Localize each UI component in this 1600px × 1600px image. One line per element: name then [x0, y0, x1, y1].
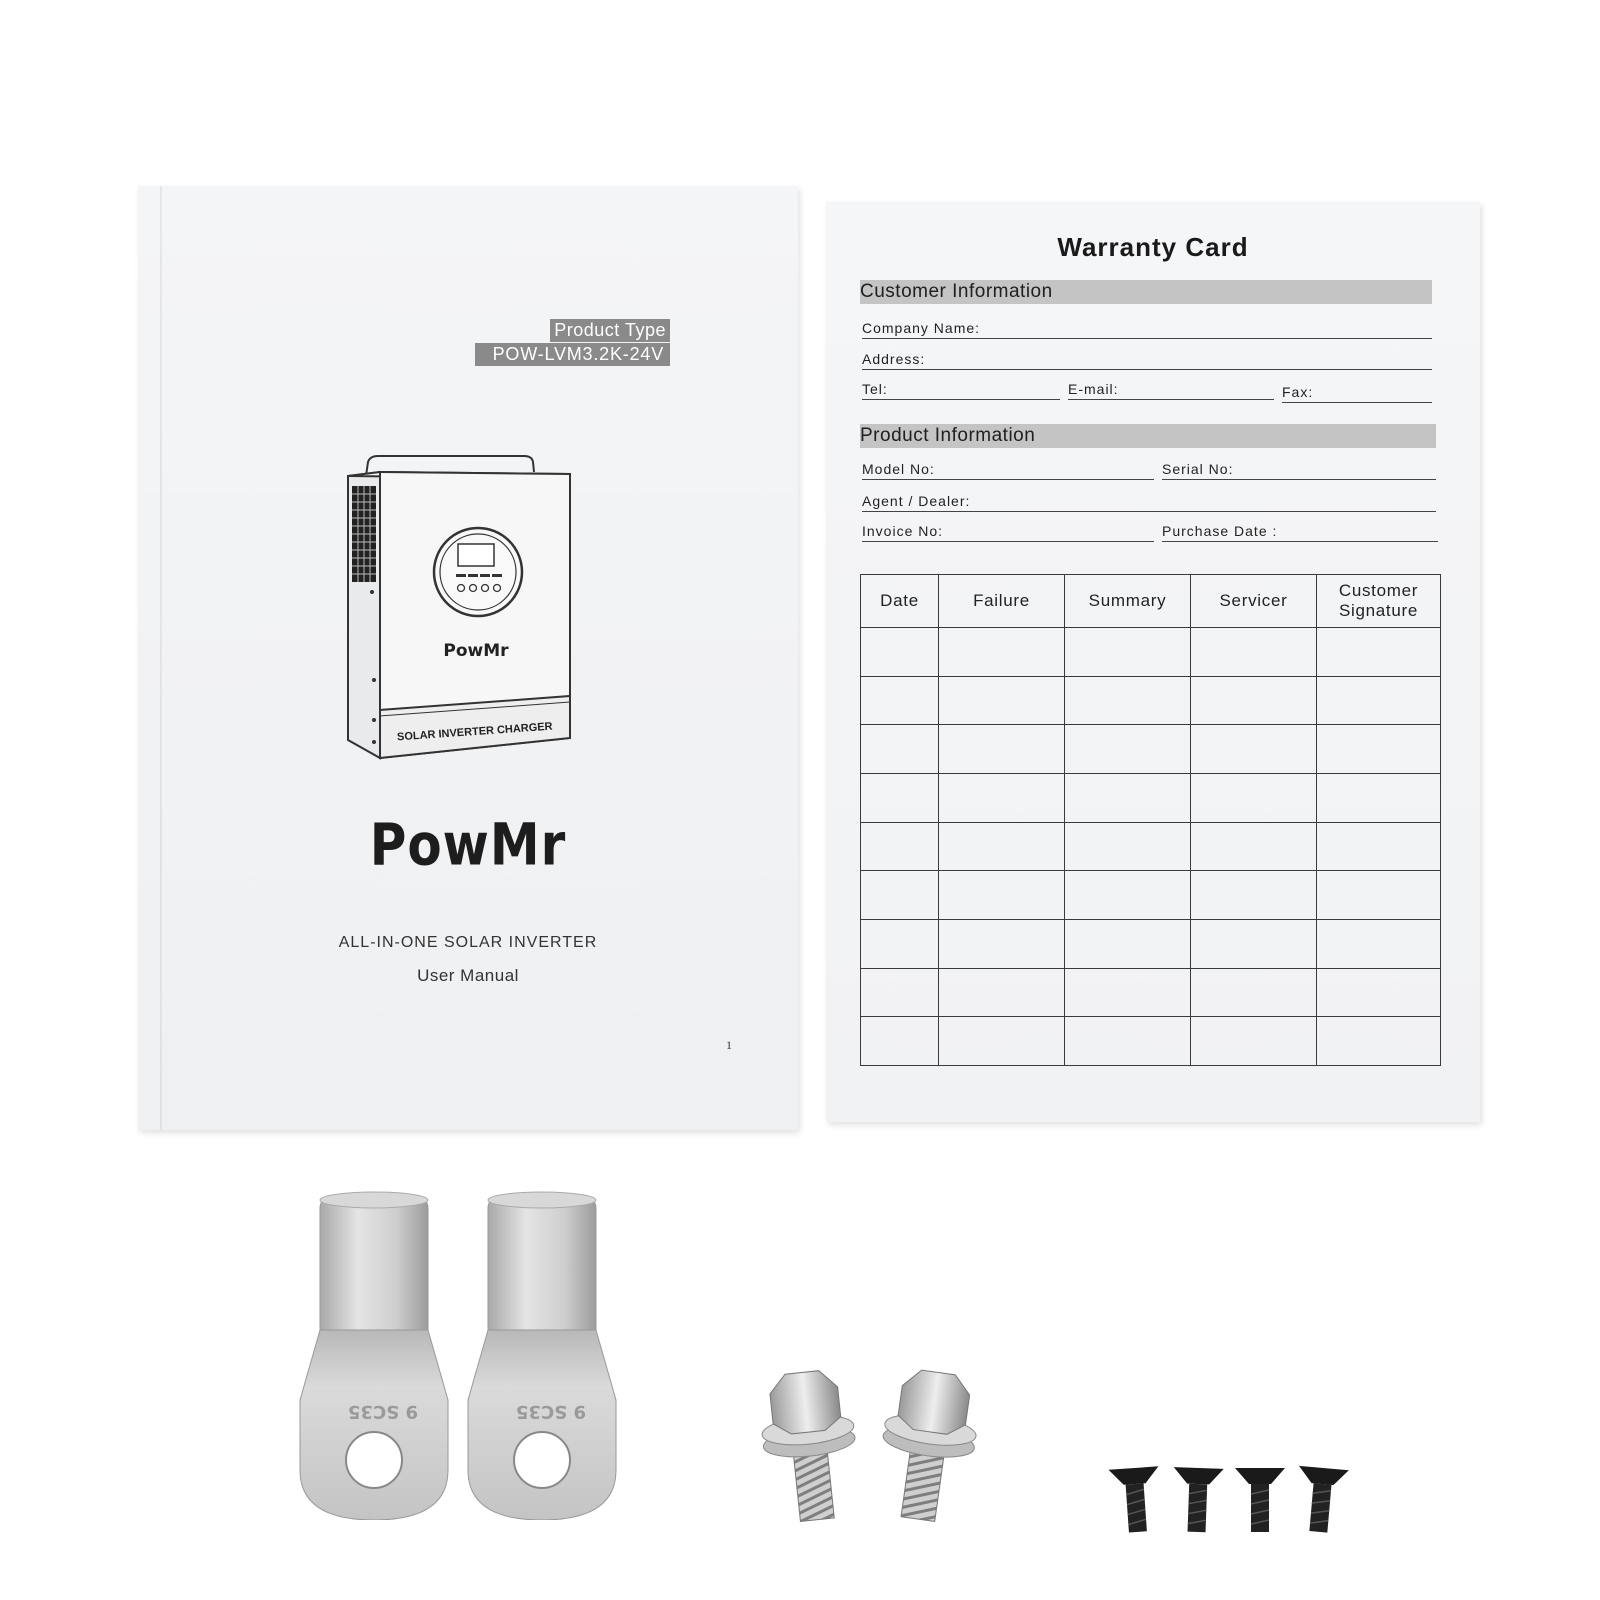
table-cell — [1065, 822, 1191, 871]
table-cell — [1065, 725, 1191, 774]
table-cell — [861, 871, 939, 920]
agent-dealer-label: Agent / Dealer: — [862, 493, 971, 509]
table-cell — [861, 676, 939, 725]
table-cell — [1065, 871, 1191, 920]
table-row — [861, 1017, 1441, 1066]
table-cell — [1317, 968, 1441, 1017]
brand-logo: PowMr — [369, 811, 567, 879]
user-manual-booklet — [138, 186, 798, 1130]
black-screws — [1100, 1460, 1360, 1540]
invoice-date-row — [862, 520, 1432, 542]
table-row — [861, 725, 1441, 774]
table-cell — [1317, 676, 1441, 725]
table-row — [861, 871, 1441, 920]
serial-no-label: Serial No: — [1162, 461, 1234, 477]
purchase-date-label: Purchase Date : — [1162, 523, 1278, 539]
table-cell — [861, 822, 939, 871]
table-cell — [939, 968, 1065, 1017]
table-cell — [939, 919, 1065, 968]
col-servicer: Servicer — [1191, 575, 1317, 628]
product-info-header: Product Information — [860, 424, 1436, 448]
warranty-card — [826, 202, 1480, 1122]
table-cell — [1065, 676, 1191, 725]
tel-label: Tel: — [862, 381, 888, 397]
table-cell — [1065, 773, 1191, 822]
cable-lug-2 — [468, 1192, 616, 1520]
table-cell — [1191, 919, 1317, 968]
address-label: Address: — [862, 351, 926, 367]
customer-info-header: Customer Information — [860, 280, 1432, 304]
table-cell — [861, 1017, 939, 1066]
hex-bolts — [760, 1360, 980, 1530]
table-cell — [861, 919, 939, 968]
table-cell — [1065, 919, 1191, 968]
table-cell — [1065, 968, 1191, 1017]
table-cell — [1065, 628, 1191, 677]
table-cell — [861, 773, 939, 822]
table-cell — [1317, 773, 1441, 822]
table-cell — [1317, 822, 1441, 871]
service-record-table — [860, 574, 1441, 1066]
table-row — [861, 773, 1441, 822]
table-row — [861, 822, 1441, 871]
agent-dealer-field — [862, 489, 1436, 512]
table-cell — [1191, 871, 1317, 920]
model-no-label: Model No: — [862, 461, 935, 477]
table-cell — [1191, 1017, 1317, 1066]
table-cell — [1317, 1017, 1441, 1066]
contact-field-row — [862, 378, 1432, 400]
manual-subtitle: ALL-IN-ONE SOLAR INVERTER — [338, 934, 598, 951]
page-number: 1 — [726, 1038, 732, 1052]
table-row — [861, 628, 1441, 677]
table-cell — [1191, 628, 1317, 677]
cable-lug-1 — [300, 1192, 448, 1520]
table-cell — [861, 968, 939, 1017]
table-cell — [939, 628, 1065, 677]
table-cell — [1317, 871, 1441, 920]
manual-doc-type: User Manual — [417, 966, 519, 985]
table-cell — [939, 822, 1065, 871]
table-cell — [861, 725, 939, 774]
col-date: Date — [861, 575, 939, 628]
table-row — [861, 676, 1441, 725]
inverter-line-drawing — [338, 448, 578, 768]
device-panel-label: SOLAR INVERTER CHARGER — [396, 720, 553, 744]
product-type-label: Product Type — [550, 319, 670, 342]
table-cell — [939, 871, 1065, 920]
address-field — [862, 347, 1432, 370]
table-row — [861, 968, 1441, 1017]
hex-bolt-2 — [872, 1366, 980, 1525]
table-cell — [1065, 1017, 1191, 1066]
col-customer-signature: Customer Signature — [1317, 575, 1441, 628]
table-cell — [1191, 773, 1317, 822]
fax-label: Fax: — [1282, 384, 1314, 400]
table-cell — [939, 1017, 1065, 1066]
table-cell — [861, 628, 939, 677]
lug-stamp-2: 9 SC35 — [515, 1401, 586, 1422]
product-type-value: POW-LVM3.2K-24V — [475, 343, 670, 366]
table-cell — [1191, 968, 1317, 1017]
invoice-no-label: Invoice No: — [862, 523, 944, 539]
black-screw-3 — [1235, 1468, 1285, 1532]
table-cell — [939, 676, 1065, 725]
table-header-row — [861, 575, 1441, 628]
table-cell — [1317, 628, 1441, 677]
col-summary: Summary — [1065, 575, 1191, 628]
lug-stamp-1: 9 SC35 — [347, 1401, 418, 1422]
black-screw-4 — [1293, 1466, 1348, 1534]
col-failure: Failure — [939, 575, 1065, 628]
warranty-card-title: Warranty Card — [1057, 232, 1249, 262]
table-cell — [1317, 725, 1441, 774]
table-cell — [1317, 919, 1441, 968]
table-cell — [1191, 725, 1317, 774]
black-screw-1 — [1109, 1466, 1163, 1533]
manual-spine — [160, 186, 162, 1130]
model-serial-row — [862, 458, 1432, 480]
table-cell — [939, 725, 1065, 774]
company-name-label: Company Name: — [862, 320, 981, 336]
table-cell — [939, 773, 1065, 822]
cable-lugs — [290, 1190, 620, 1520]
black-screw-2 — [1172, 1467, 1224, 1533]
device-logo: PowMr — [443, 641, 509, 661]
hex-bolt-1 — [760, 1368, 863, 1525]
table-row — [861, 919, 1441, 968]
table-cell — [1191, 822, 1317, 871]
email-label: E-mail: — [1068, 381, 1119, 397]
company-name-field — [862, 316, 1432, 339]
table-cell — [1191, 676, 1317, 725]
